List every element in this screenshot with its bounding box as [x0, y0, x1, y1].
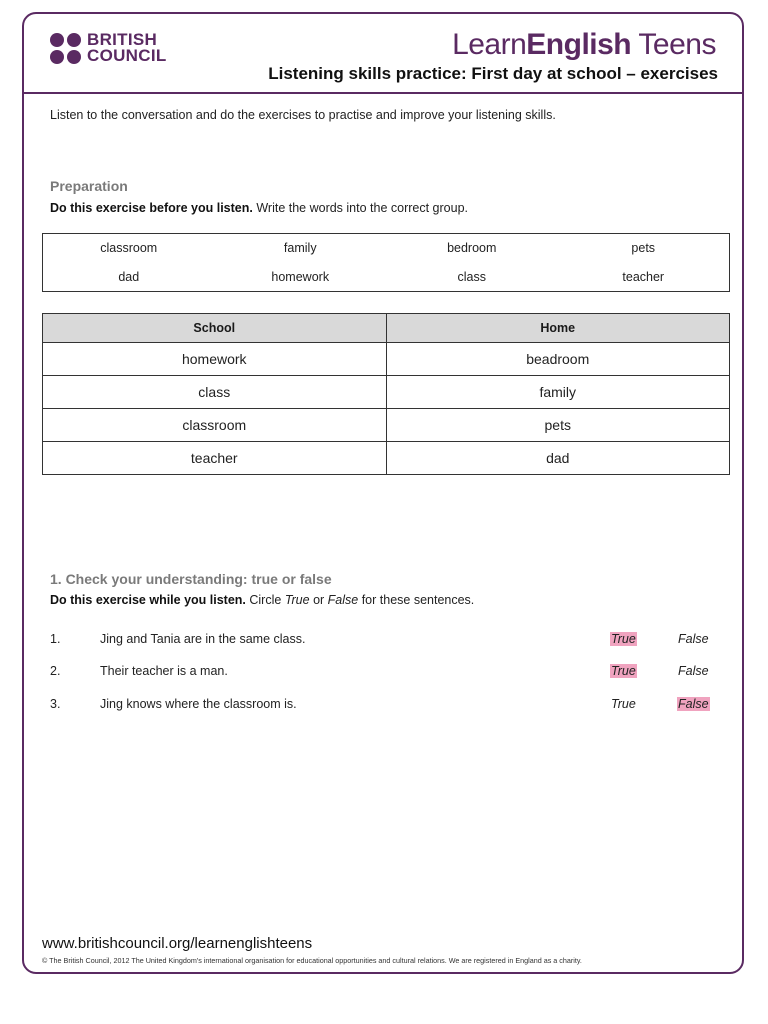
footer-copyright: © The British Council, 2012 The United Kingdom's international organisation for educational opportunities and cultural relations. We are registered in England as a charity.: [42, 956, 582, 965]
document-title: Listening skills practice: First day at school – exercises: [268, 64, 718, 83]
word-item: homework: [271, 269, 330, 284]
table-cell[interactable]: homework: [43, 343, 387, 376]
table-cell[interactable]: teacher: [43, 442, 387, 475]
table-cell[interactable]: class: [43, 376, 387, 409]
exercise1-instruction: Do this exercise while you listen. Circle True or False for these sentences.: [50, 593, 475, 607]
page-frame: [22, 12, 744, 974]
preparation-instruction: Do this exercise before you listen. Write the words into the correct group.: [50, 201, 469, 215]
preparation-title: Preparation: [50, 178, 128, 194]
brand-teens: Teens: [631, 28, 716, 61]
word-item: family: [283, 241, 317, 256]
true-false-item: [50, 632, 722, 650]
table-cell[interactable]: beadroom: [386, 343, 730, 376]
word-item: classroom: [100, 241, 158, 256]
table-cell[interactable]: classroom: [43, 409, 387, 442]
brand-english: English: [526, 28, 632, 61]
true-false-item: [50, 664, 722, 682]
header-divider: [22, 92, 744, 94]
item-number: 3.: [50, 697, 61, 711]
exercise1-title: 1. Check your understanding: true or false: [50, 571, 332, 587]
true-option[interactable]: True: [611, 664, 636, 678]
table-cell[interactable]: dad: [386, 442, 730, 475]
false-option[interactable]: False: [678, 632, 709, 646]
brand-learn: Learn: [452, 28, 527, 61]
item-number: 2.: [50, 664, 61, 678]
table-header-row: [43, 314, 730, 343]
false-option[interactable]: False: [678, 697, 709, 711]
logo-text-line1: BRITISH: [87, 30, 158, 49]
table-cell[interactable]: family: [386, 376, 730, 409]
logo-dots-icon: [50, 33, 81, 64]
group-table: [42, 313, 730, 475]
learnenglish-teens-brand: [452, 28, 716, 62]
word-item: dad: [118, 269, 140, 284]
british-council-logo: [50, 32, 167, 64]
word-item: teacher: [622, 269, 665, 284]
footer-url[interactable]: www.britishcouncil.org/learnenglishteens: [42, 935, 313, 952]
false-option[interactable]: False: [678, 664, 709, 678]
table-cell[interactable]: pets: [386, 409, 730, 442]
word-item: class: [457, 269, 486, 284]
item-sentence: Jing knows where the classroom is.: [100, 697, 297, 711]
intro-text: Listen to the conversation and do the exercises to practise and improve your listening skills.: [50, 108, 556, 122]
true-false-item: [50, 697, 722, 715]
true-option[interactable]: True: [611, 697, 636, 711]
item-sentence: Their teacher is a man.: [100, 664, 228, 678]
word-item: bedroom: [447, 241, 497, 256]
table-row: [43, 376, 730, 409]
table-row: [43, 409, 730, 442]
column-header-school: School: [43, 314, 387, 343]
word-item: pets: [631, 241, 656, 256]
item-number: 1.: [50, 632, 61, 646]
word-box: [42, 233, 730, 292]
item-sentence: Jing and Tania are in the same class.: [100, 632, 306, 646]
column-header-home: Home: [386, 314, 730, 343]
table-row: [43, 343, 730, 376]
table-row: [43, 442, 730, 475]
logo-text-line2: COUNCIL: [87, 46, 167, 65]
true-option[interactable]: True: [611, 632, 636, 646]
